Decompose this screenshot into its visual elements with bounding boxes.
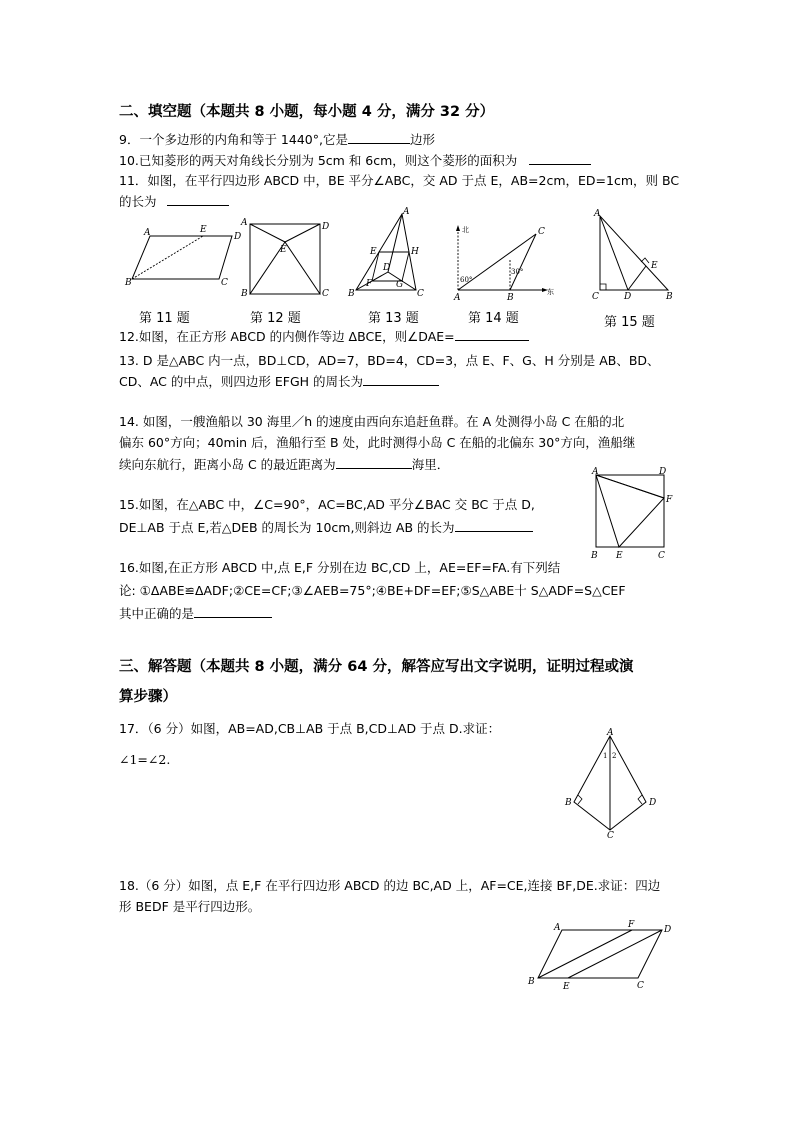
fig11-label-e: E	[200, 225, 207, 235]
section-2-heading: 二、填空题（本题共 8 小题，每小题 4 分，满分 32 分）	[119, 104, 495, 120]
fig12-label-c: C	[322, 289, 329, 299]
question-14-line1: 14. 如图，一艘渔船以 30 海里／h 的速度由西向东追赶鱼群。在 A 处测得小岛 C 在船的北	[119, 414, 625, 429]
question-13-line2: CD、AC 的中点，则四边形 EFGH 的周长为	[119, 373, 439, 390]
fig12-label-a: A	[241, 218, 248, 228]
caption-figure-11: 第 11 题	[139, 311, 190, 326]
question-13-line1: 13. D 是△ABC 内一点，BD⊥CD，AD=7，BD=4，CD=3，点 E、F、G、H 分别是 AB、BD、	[119, 353, 660, 368]
figure-15	[588, 206, 680, 302]
question-16-line3: 其中正确的是	[119, 605, 272, 622]
fig14-label-60: 60°	[460, 276, 473, 284]
fig16-label-b: B	[591, 551, 598, 561]
fig13-label-a: A	[403, 207, 410, 217]
question-12: 12.如图，在正方形 ABCD 的内侧作等边 ΔBCE，则∠DAE=	[119, 328, 529, 345]
answer-blank[interactable]	[455, 519, 533, 532]
fig13-label-f: F	[366, 279, 373, 289]
fig12-label-d: D	[322, 222, 330, 232]
fig16-label-f: F	[666, 495, 673, 505]
question-14-line3: 续向东航行，距离小岛 C 的最近距离为 海里．	[119, 457, 450, 472]
fig14-label-30: 30°	[511, 268, 524, 276]
fig18-label-f: F	[628, 920, 635, 930]
fig17-label-a: A	[607, 728, 614, 738]
answer-blank[interactable]	[529, 152, 591, 165]
fig18-label-c: C	[637, 981, 644, 991]
question-15-line2: DE⊥AB 于点 E,若△DEB 的周长为 10cm,则斜边 AB 的长为	[119, 519, 533, 536]
question-9: 9．一个多边形的内角和等于 1440°,它是 边形	[119, 132, 435, 147]
caption-figure-14: 第 14 题	[468, 311, 519, 326]
question-16-line1: 16.如图,在正方形 ABCD 中,点 E,F 分别在边 BC,CD 上，AE=EF=FA.有下列结	[119, 560, 561, 575]
fig11-label-b: B	[125, 278, 132, 288]
fig12-label-e: E	[280, 245, 287, 255]
fig16-label-e: E	[616, 551, 623, 561]
figure-12	[238, 216, 332, 300]
fig14-label-a: A	[454, 293, 461, 302]
question-15-line1: 15.如图，在△ABC 中，∠C=90°，AC=BC,AD 平分∠BAC 交 BC 于点 D,	[119, 497, 535, 512]
question-14-line2: 偏东 60°方向；40min 后，渔船行至 B 处，此时测得小岛 C 在船的北偏东 30°方向，渔船继	[119, 435, 636, 450]
answer-blank[interactable]	[455, 328, 529, 341]
answer-blank[interactable]	[194, 605, 272, 618]
section-3-heading-line2: 算步骤）	[119, 689, 177, 705]
fig17-label-1: 1	[603, 752, 608, 760]
caption-figure-12: 第 12 题	[250, 311, 301, 326]
fig16-label-d: D	[659, 467, 667, 477]
fig15-label-d: D	[624, 292, 632, 302]
fig18-label-d: D	[664, 925, 672, 935]
fig14-label-c: C	[538, 227, 545, 237]
figure-17	[560, 726, 660, 838]
fig16-label-c: C	[658, 551, 665, 561]
caption-figure-13: 第 13 题	[368, 311, 419, 326]
question-17-line1: 17．（6 分）如图，AB=AD,CB⊥AB 于点 B,CD⊥AD 于点 D.求证：	[119, 721, 501, 736]
fig17-label-b: B	[565, 798, 572, 808]
question-17-line2: ∠1=∠2.	[119, 752, 171, 767]
fig17-label-c: C	[607, 831, 614, 838]
question-10: 10.已知菱形的两天对角线长分别为 5cm 和 6cm，则这个菱形的面积为	[119, 152, 591, 169]
fig18-label-e: E	[563, 982, 570, 992]
figure-11	[124, 222, 242, 288]
question-16-line2: 论: ①ΔABE≌ΔADF;②CE=CF;③∠AEB=75°;④BE+DF=EF;⑤S△ABE十 S△ADF=S△CEF	[119, 583, 626, 598]
fig13-label-g: G	[396, 280, 404, 290]
fig13-label-h: H	[411, 247, 419, 257]
fig14-label-east: 东	[547, 288, 554, 296]
fig12-label-b: B	[241, 289, 248, 299]
answer-blank[interactable]	[363, 373, 439, 386]
question-18-line2: 形 BEDF 是平行四边形。	[119, 899, 261, 914]
figure-16	[586, 462, 678, 564]
question-18-line1: 18.（6 分）如图，点 E,F 在平行四边形 ABCD 的边 BC,AD 上，AF=CE,连接 BF,DE.求证：四边	[119, 878, 661, 893]
fig18-label-a: A	[554, 923, 561, 933]
fig11-label-d: D	[234, 232, 242, 242]
fig13-label-e: E	[370, 247, 377, 257]
fig15-label-c: C	[592, 292, 599, 302]
question-11-line2: 的长为	[119, 193, 229, 210]
figure-14	[448, 222, 556, 302]
figure-18	[524, 918, 680, 994]
fig15-label-a: A	[594, 209, 601, 219]
fig11-label-c: C	[221, 278, 228, 288]
caption-figure-15: 第 15 题	[604, 315, 655, 330]
answer-blank[interactable]	[167, 193, 229, 206]
fig14-label-north: 北	[462, 226, 469, 234]
answer-blank[interactable]	[336, 456, 412, 469]
fig13-label-c: C	[417, 289, 424, 299]
figure-13	[346, 206, 426, 300]
answer-blank[interactable]	[348, 131, 410, 144]
fig18-label-b: B	[528, 977, 535, 987]
fig17-label-d: D	[649, 798, 657, 808]
section-3-heading-line1: 三、解答题（本题共 8 小题，满分 64 分，解答应写出文字说明，证明过程或演	[119, 659, 634, 675]
fig14-label-b: B	[507, 293, 514, 302]
fig13-label-d: D	[383, 263, 391, 273]
fig15-label-e: E	[651, 261, 658, 271]
fig13-label-b: B	[348, 289, 355, 299]
fig16-label-a: A	[592, 467, 599, 477]
fig15-label-b: B	[666, 292, 673, 302]
question-11-line1: 11．如图，在平行四边形 ABCD 中，BE 平分∠ABC，交 AD 于点 E，AB=2cm，ED=1cm，则 BC	[119, 173, 680, 188]
fig17-label-2: 2	[612, 752, 617, 760]
fig11-label-a: A	[144, 228, 151, 238]
